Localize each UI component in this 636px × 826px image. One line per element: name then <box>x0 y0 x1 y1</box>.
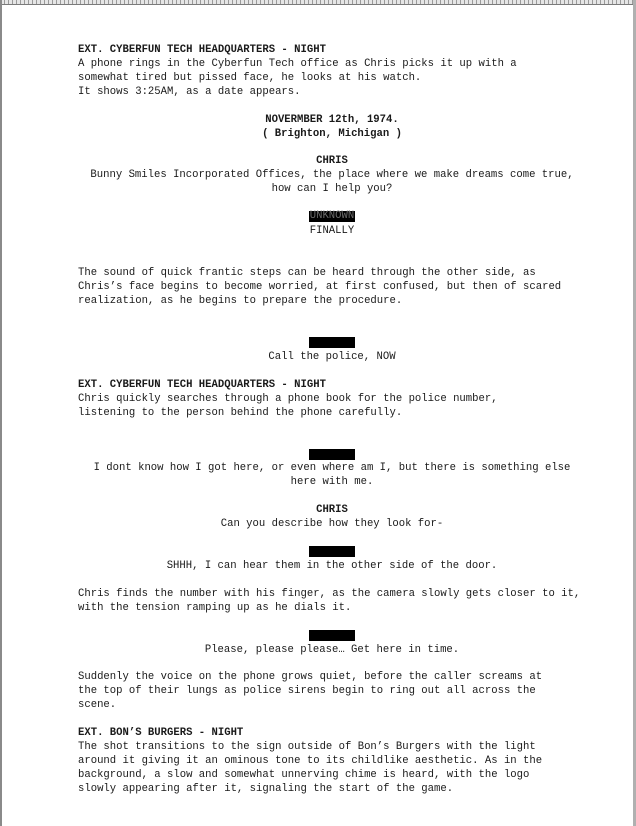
spacer <box>78 239 586 267</box>
dialogue-unknown: FINALLY <box>309 225 355 238</box>
dialogue-chris-1: Bunny Smiles Incorporated Offices, the place where we make dreams come true, how can I help you? <box>90 169 574 196</box>
character-redacted-4 <box>78 630 586 644</box>
redaction-bar <box>309 546 355 557</box>
character-redacted-3 <box>78 546 586 560</box>
character-chris-1: CHRIS <box>316 155 348 168</box>
action-4: Suddenly the voice on the phone grows quiet, before the caller screams at the top of their lungs as police sirens begin to ring out all across the scene. <box>78 671 543 712</box>
action-2: The sound of quick frantic steps can be heard through the other side, as Chris’s face begins to become worried, at first confused, but then of scared realization, as he begins to prepare the procedure. <box>78 267 562 308</box>
dialogue-redacted-4: Please, please please… Get here in time. <box>204 643 460 656</box>
scene-heading-3: EXT. BON’S BURGERS - NIGHT <box>78 727 244 740</box>
spacer <box>78 197 586 211</box>
page-left-edge <box>0 0 2 826</box>
character-unknown <box>78 211 586 225</box>
script-page <box>78 44 586 797</box>
spacer <box>78 657 586 671</box>
spacer <box>78 616 586 630</box>
character-redacted-2 <box>78 449 586 463</box>
spacer <box>78 574 586 588</box>
character-chris-2: CHRIS <box>316 504 348 517</box>
dialogue-redacted-3: SHHH, I can hear them in the other side of the door. <box>166 559 498 572</box>
action-3: Chris finds the number with his finger, as the camera slowly gets closer to it, with the tension ramping up as he dials it. <box>78 587 581 614</box>
dialogue-redacted-2: I dont know how I got here, or even where am I, but there is something else here with me. <box>93 462 571 489</box>
spacer <box>78 421 586 449</box>
spacer <box>78 713 586 727</box>
action-s2: Chris quickly searches through a phone book for the police number, listening to the person behind the phone carefully. <box>78 392 498 419</box>
dialogue-chris-2: Can you describe how they look for- <box>220 518 444 531</box>
top-ruler <box>0 0 636 5</box>
spacer <box>78 365 586 379</box>
redaction-bar <box>309 630 355 641</box>
date-line: NOVERMBER 12th, 1974. <box>265 113 399 126</box>
spacer <box>78 532 586 546</box>
redaction-bar <box>309 449 355 460</box>
character-redacted-1 <box>78 337 586 351</box>
spacer <box>78 100 586 114</box>
scene-heading-2: EXT. CYBERFUN TECH HEADQUARTERS - NIGHT <box>78 378 326 391</box>
spacer <box>78 141 586 155</box>
dialogue-redacted-1: Call the police, NOW <box>268 350 396 363</box>
place-line: ( Brighton, Michigan ) <box>262 127 402 140</box>
action-1: A phone rings in the Cyberfun Tech office as Chris picks it up with a somewhat tired but pissed face, he looks at his watch. It shows 3:25AM, as a date appears. <box>78 57 517 98</box>
spacer <box>78 309 586 337</box>
spacer <box>78 490 586 504</box>
scene-heading-1: EXT. CYBERFUN TECH HEADQUARTERS - NIGHT <box>78 44 326 56</box>
action-s3: The shot transitions to the sign outside of Bon’s Burgers with the light around it giving it an ominous tone to its childlike aesthetic. As in the background, a slow and somewhat unnerving chime is heard, with the logo slowly appearing after it, signaling the start of the game. <box>78 741 543 795</box>
unknown-highlight: UNKNOWN <box>309 210 355 223</box>
redaction-bar <box>309 337 355 348</box>
